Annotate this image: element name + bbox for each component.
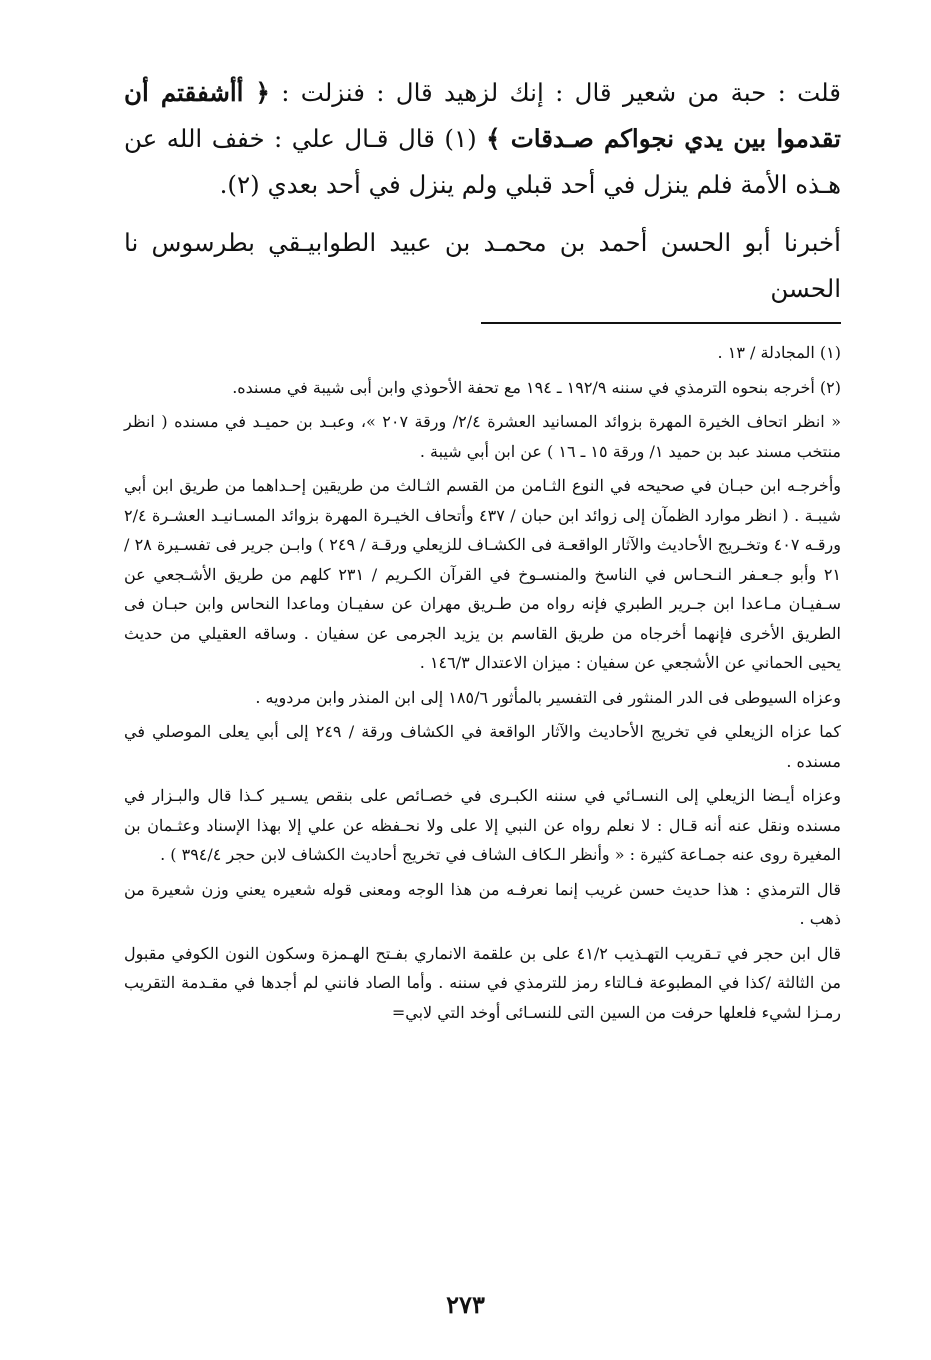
footnote-paragraph: وأخرجـه ابن حبـان في صحيحه في النوع الثـامن من القسم الثـالث من طريقين إحـداهما من طريق ابن أبي شيبـة . ( انظر موارد الظمآن إلى زوائد ابن حبان / ٤٣٧ وأتحاف الخيـرة المهرة بزوائد المسـانيـد العشـرة ٢/٤ ورقـه ٤٠٧ وتخـريج الأحاديث والآثار الواقعـة فى الكشـاف للزيعلي ورقـة / ٢٤٩ ) وابـن جرير فى تفسـيرة ٢٨ /٢١ وأبو جـعـفر النـحـاس في الناسخ والمنسـوخ في القرآن الكـريم / ٢٣١ كلهم من طريق الأشـجعي عن سـفيـان مـاعدا ابن جـرير الطبري فإنه رواه من طـريق مهران عن سفيـان وماعدا النحاس وابن حبـان فى الطريق الأخرى فإنهما أخرجاه من طريق القاسم بن يزيد الجرمى عن سفيان . وساقه العقيلي من حديث يحيى الحماني عن الأشجعي عن سفيان : ميزان الاعتدال ١٤٦/٣ . (124, 476, 842, 672)
footnote-paragraph: قال ابن حجر في تـقريب التهـذيب ٤١/٢ على بن علقمة الانماري بفـتح الهـمزة وسكون النون الكوفي مقبول من الثالثة /كذا في المطبوعة فـالتاء رمز للترمذي في سننه . وأما الصاد فانني لم أجدها في مقـدمة التقريب رمـزا لشيء فلعلها حرفت من السين التى للنسـائى أوخد التي لابي= (124, 943, 841, 1022)
book-page (124, 70, 841, 1340)
quran-verse: ﴿ أأشفقتم أن تقدموا بين يدي نجواكم صـدقات ﴾ (124, 78, 841, 153)
main-text-after-verse: (١) قال قـال علي : خفف الله عن هـذه الأمة فلم ينزل في أحد قبلي ولم ينزل في أحد بعدي (٢). (124, 124, 841, 199)
footnotes (124, 338, 841, 1027)
main-paragraph-2: أخبرنا أبو الحسن أحمد بن محمـد بن عبيد الطوابيـقي بطرسوس نا الحسن (124, 228, 841, 303)
footnote-paragraph: وعزاه السيوطى فى الدر المنثور فى التفسير بالمأثور ١٨٥/٦ إلى ابن المنذر وابن مردويه . (255, 687, 841, 707)
footnote-paragraph: كما عزاه الزيعلي في تخريج الأحاديث والآثار الواقعة في الكشاف ورقة / ٢٤٩ إلى أبي يعلى الموصلي في مسنده . (124, 722, 842, 771)
main-text-before-verse: قلت : حبة من شعير قال : إنك لزهيد قال : فنزلت : (269, 78, 842, 107)
footnote-paragraph: « انظر اتحاف الخيرة المهرة بزوائد المسانيد العشرة ٢/٤/ ورقة ٢٠٧ »، وعبـد بن حميـد في مسنده ( انظر منتخب مسند عبد بن حميد ١/ ورقة ١٥ ـ ١٦ ) عن ابن أبي شيبة . (124, 412, 842, 461)
page-number: ٢٧٣ (446, 1290, 485, 1319)
footnote-paragraph: وعزاه أيـضا الزيعلي إلى النسـائي في سننه الكبـرى في خصـائص على بنقص يسـير كـذا قال والبـزار في مسنده ونقل عنه أنه قـال : لا نعلم رواه عن النبي إلا على ولا نحـفظه عن علي إلا بهذا الإسناد وعثـمان بن المغيرة روى عنه جمـاعة كثيرة : « وأنظر الـكاف الشاف في تخريج أحاديث الكشاف لابن حجر ٣٩٤/٤ ) . (124, 786, 842, 864)
footnote-paragraph: قال الترمذي : هذا حديث حسن غريب إنما نعرفـه من هذا الوجه ومعنى قوله شعيره يعني وزن شعيرة من ذهب . (124, 879, 841, 928)
main-paragraph-1 (124, 70, 841, 208)
footnote-separator (481, 322, 841, 324)
main-text (124, 70, 841, 312)
footnote-2: (٢) أخرجه بنحوه الترمذي في سننه ١٩٢/٩ ـ ١٩٤ مع تحفة الأحوذي وابن أبى شيبة في مسنده. (232, 377, 841, 397)
footnote-1: (١) المجادلة / ١٣ . (717, 343, 841, 362)
